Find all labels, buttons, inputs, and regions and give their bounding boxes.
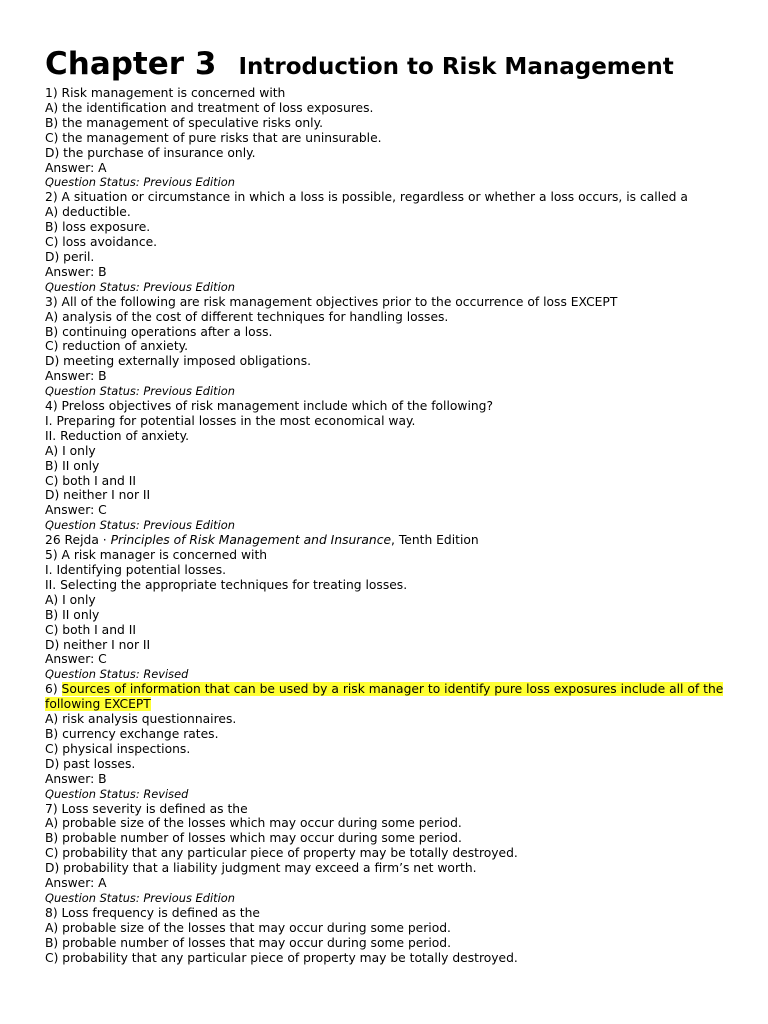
option-a: A) risk analysis questionnaires. (45, 712, 237, 727)
answer: Answer: C (45, 503, 107, 518)
option-d: D) neither I nor II (45, 637, 151, 652)
option-b: B) probable number of losses that may occur during some period. (45, 935, 452, 950)
question-6 (45, 682, 728, 801)
option-d: D) the purchase of insurance only. (45, 145, 256, 160)
option-c: C) physical inspections. (45, 741, 191, 756)
question-stem: 4) Preloss objectives of risk management include which of the following? (45, 399, 494, 414)
option-c: C) loss avoidance. (45, 235, 158, 250)
answer: Answer: A (45, 160, 107, 175)
question-7 (45, 802, 728, 906)
question-stem (45, 682, 728, 712)
question-status: Question Status: Previous Edition (45, 175, 235, 190)
question-2 (45, 190, 728, 294)
question-status: Question Status: Previous Edition (45, 518, 235, 533)
question-8 (45, 906, 728, 966)
answer: Answer: C (45, 652, 107, 667)
option-d: D) probability that a liability judgment may exceed a firm’s net worth. (45, 861, 477, 876)
option-c: C) reduction of anxiety. (45, 339, 189, 354)
question-status: Question Status: Previous Edition (45, 384, 235, 399)
question-stem: 2) A situation or circumstance in which a loss is possible, regardless or whether a loss occurs, is called a (45, 190, 688, 205)
question-status: Question Status: Previous Edition (45, 279, 235, 294)
page-footer (45, 533, 728, 548)
question-4 (45, 399, 728, 533)
chapter-title: Introduction to Risk Management (238, 54, 674, 80)
option-c: C) the management of pure risks that are uninsurable. (45, 130, 382, 145)
roman-item-2: II. Selecting the appropriate techniques for treating losses. (45, 577, 408, 592)
answer: Answer: B (45, 264, 107, 279)
page-footer-suffix: , Tenth Edition (391, 533, 479, 548)
option-a: A) analysis of the cost of different techniques for handling losses. (45, 309, 449, 324)
chapter-heading (45, 44, 728, 84)
question-3 (45, 295, 728, 399)
option-c: C) both I and II (45, 622, 136, 637)
question-status: Question Status: Previous Edition (45, 890, 235, 905)
option-b: B) the management of speculative risks only. (45, 115, 324, 130)
option-a: A) the identification and treatment of loss exposures. (45, 100, 374, 115)
option-d: D) meeting externally imposed obligations. (45, 354, 312, 369)
question-stem: 1) Risk management is concerned with (45, 86, 286, 100)
chapter-number: Chapter 3 (45, 46, 217, 82)
question-5 (45, 548, 728, 682)
highlighted-stem: Sources of information that can be used by a risk manager to identify pure loss exposures include all of the following EXCEPT (45, 682, 724, 712)
option-b: B) II only (45, 458, 100, 473)
question-number: 6) (45, 682, 58, 697)
question-1 (45, 86, 728, 190)
option-b: B) II only (45, 607, 100, 622)
answer: Answer: B (45, 369, 107, 384)
question-stem: 3) All of the following are risk management objectives prior to the occurrence of loss EXCEPT (45, 294, 618, 309)
question-status: Question Status: Revised (45, 786, 189, 801)
option-b: B) probable number of losses which may occur during some period. (45, 831, 462, 846)
option-a: A) probable size of the losses which may occur during some period. (45, 816, 462, 831)
roman-item-1: I. Preparing for potential losses in the most economical way. (45, 413, 416, 428)
roman-item-2: II. Reduction of anxiety. (45, 428, 190, 443)
option-b: B) continuing operations after a loss. (45, 324, 273, 339)
question-stem: 5) A risk manager is concerned with (45, 548, 268, 563)
option-a: A) probable size of the losses that may occur during some period. (45, 920, 451, 935)
answer: Answer: A (45, 876, 107, 891)
option-a: A) I only (45, 592, 96, 607)
option-d: D) neither I nor II (45, 488, 151, 503)
option-c: C) probability that any particular piece of property may be totally destroyed. (45, 846, 518, 861)
option-d: D) peril. (45, 249, 95, 264)
option-a: A) I only (45, 443, 96, 458)
roman-item-1: I. Identifying potential losses. (45, 563, 227, 577)
question-status: Question Status: Revised (45, 667, 189, 682)
option-b: B) currency exchange rates. (45, 726, 219, 741)
question-stem: 8) Loss frequency is defined as the (45, 905, 260, 920)
option-c: C) probability that any particular piece of property may be totally destroyed. (45, 950, 518, 965)
answer: Answer: B (45, 771, 107, 786)
option-a: A) deductible. (45, 205, 131, 220)
question-list (45, 86, 728, 965)
option-b: B) loss exposure. (45, 220, 151, 235)
page-footer-prefix: 26 Rejda · (45, 533, 111, 548)
question-stem: 7) Loss severity is defined as the (45, 801, 248, 816)
option-c: C) both I and II (45, 473, 136, 488)
option-d: D) past losses. (45, 756, 136, 771)
book-title: Principles of Risk Management and Insurance (110, 533, 392, 548)
